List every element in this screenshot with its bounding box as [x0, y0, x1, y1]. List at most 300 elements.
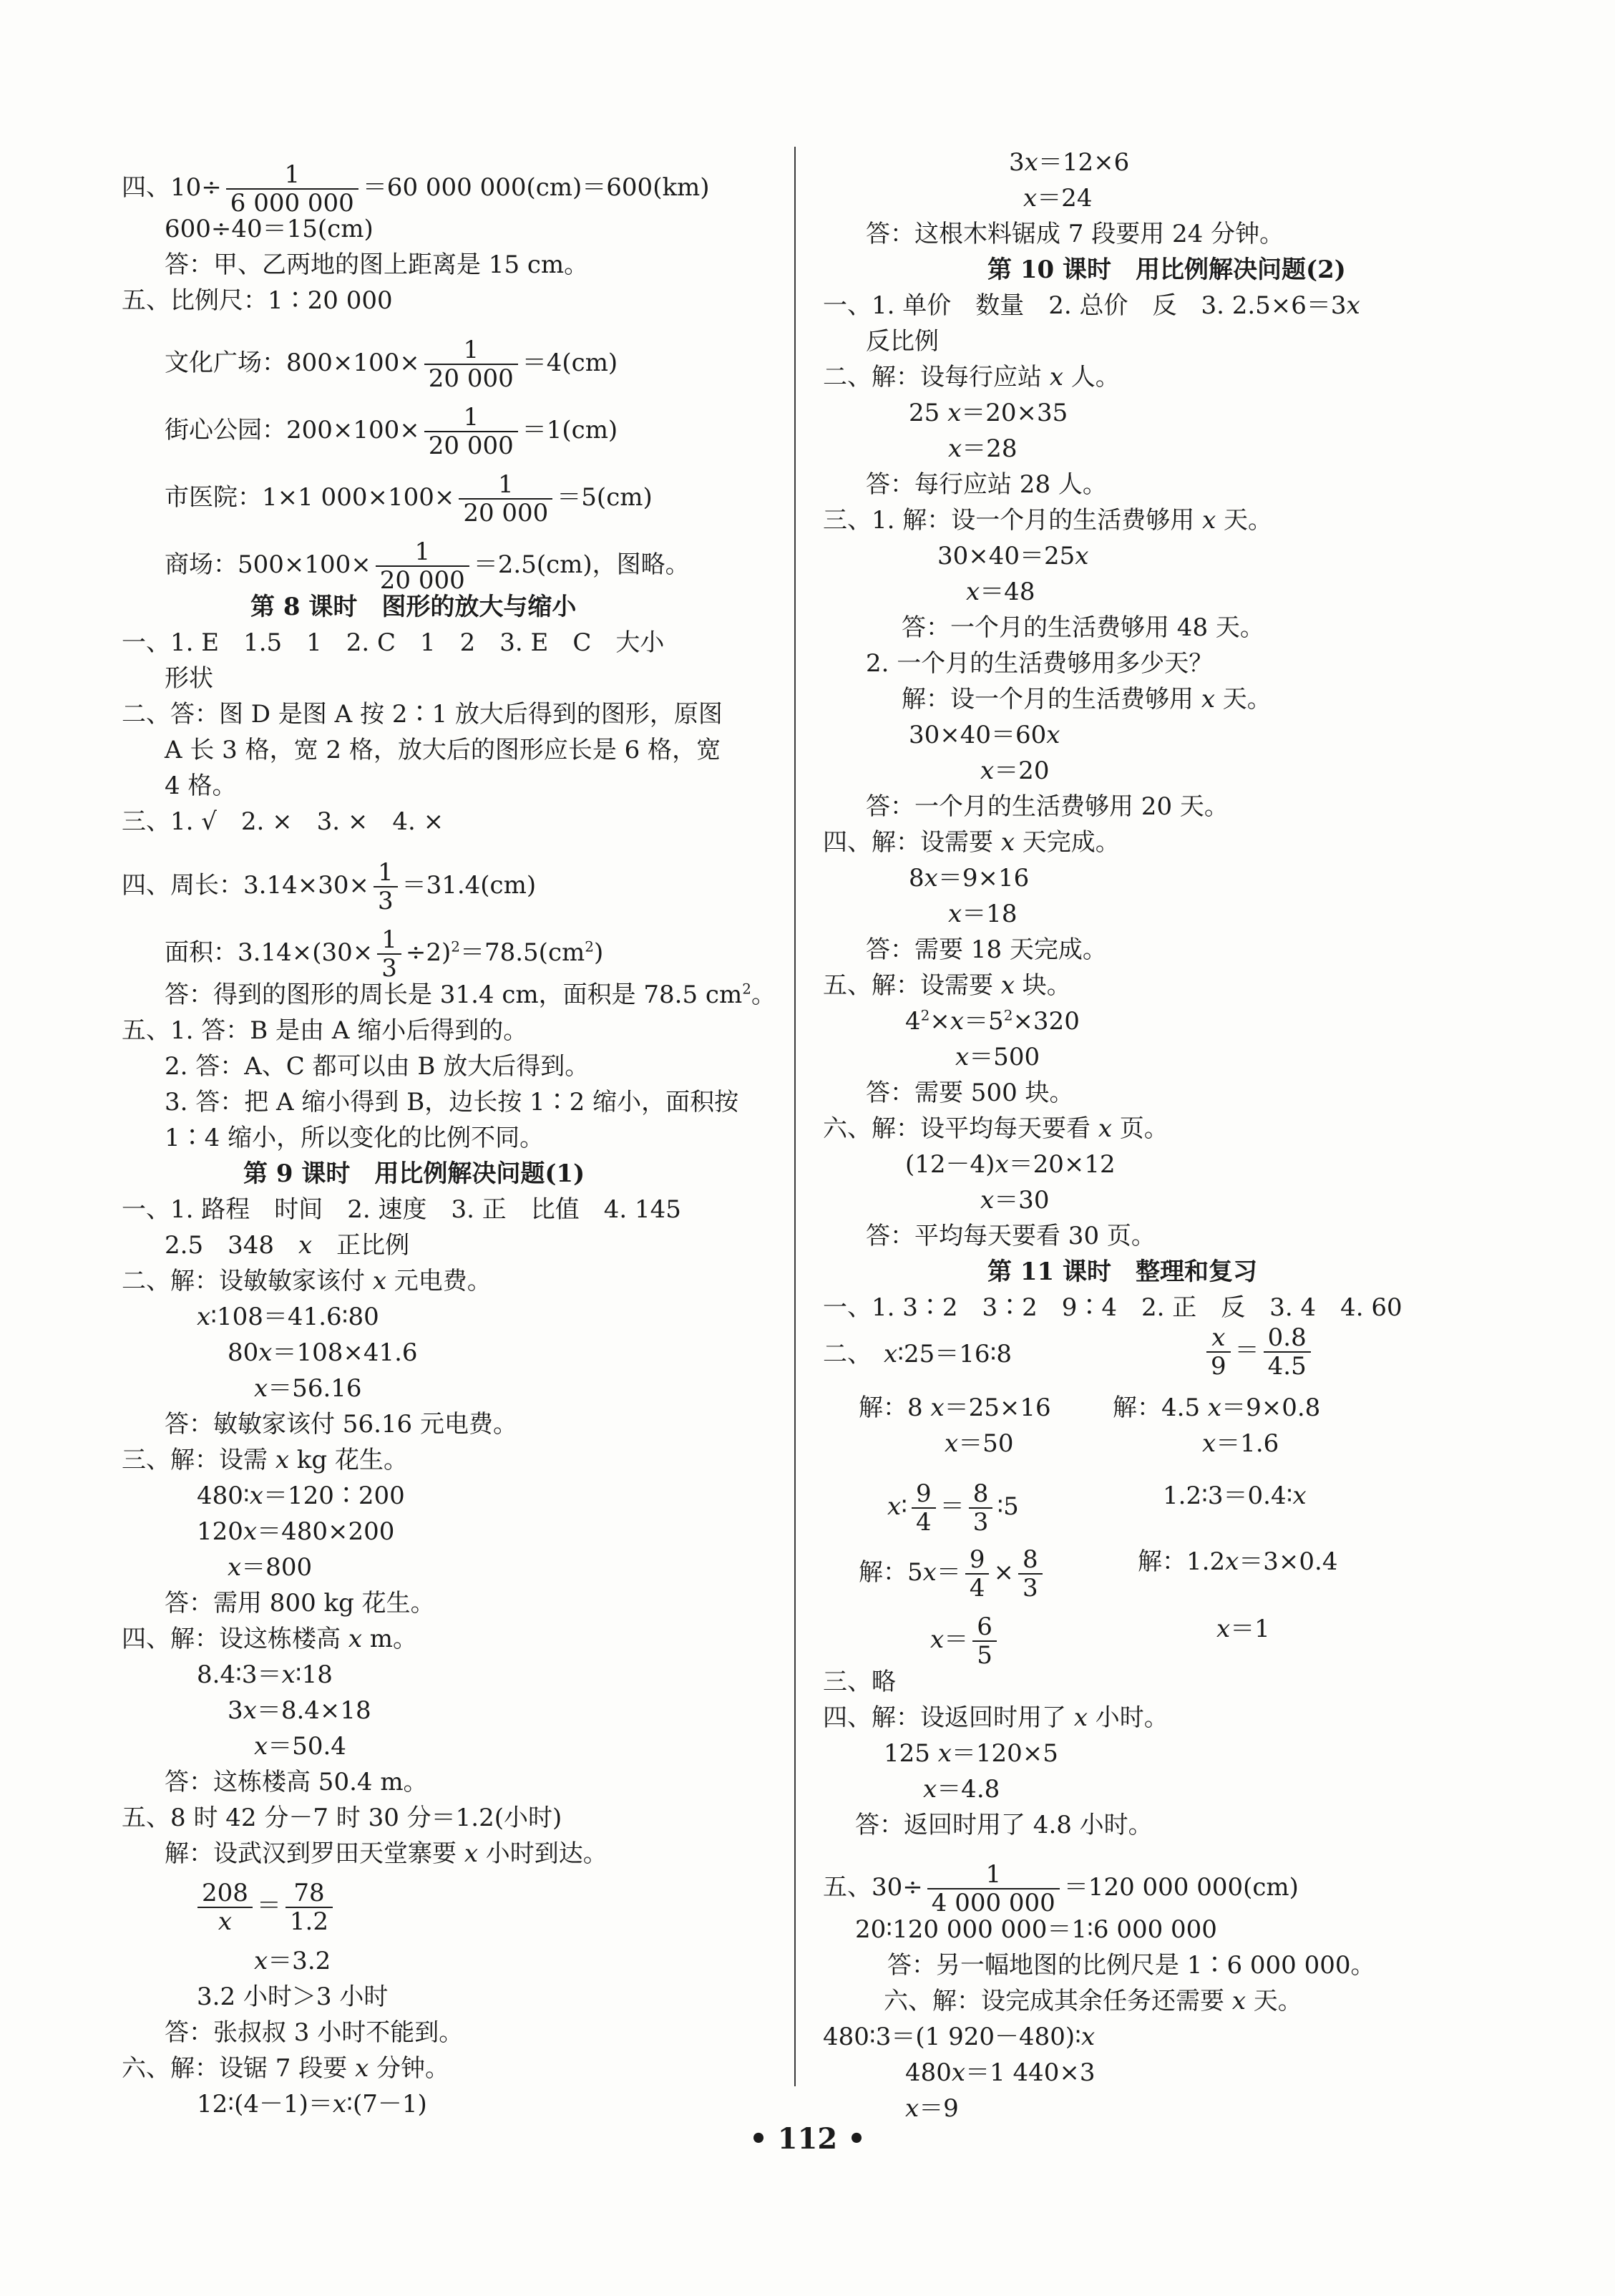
text-run: ＝	[256, 1892, 281, 1920]
text-run: ＝9×0.8	[1221, 1393, 1321, 1422]
variable: x	[254, 1374, 268, 1403]
superscript: 2	[451, 938, 460, 955]
answer-line	[1138, 1546, 1337, 1577]
section-heading	[250, 591, 576, 623]
variable: x	[1000, 971, 1015, 1000]
answer-line	[165, 404, 618, 459]
text-run: 125	[884, 1739, 938, 1768]
answer-line	[165, 1587, 435, 1619]
text-run: ＝8.4×18	[256, 1696, 371, 1725]
text-run: 天完成。	[1015, 828, 1120, 857]
answer-line	[228, 1337, 418, 1368]
variable: x	[464, 1839, 478, 1868]
text-run: ＝48	[980, 578, 1035, 606]
text-run: 第 9 课时 用比例解决问题(1)	[243, 1159, 585, 1188]
text-run: ＝78.5(cm	[459, 938, 585, 967]
answer-line	[823, 827, 1120, 858]
text-run: 五、30÷	[823, 1873, 923, 1902]
variable: x	[243, 1696, 257, 1725]
answer-line	[823, 1702, 1168, 1733]
numerator: 6	[977, 1612, 992, 1641]
text-run: ＝120∶200	[263, 1482, 405, 1510]
answer-line	[823, 505, 1272, 536]
answer-line	[165, 1838, 608, 1869]
text-run: 80	[228, 1338, 259, 1367]
answer-line	[122, 1623, 417, 1655]
variable: x	[937, 1739, 952, 1768]
text-run: 形状	[165, 664, 213, 693]
text-run: ∶	[901, 1492, 908, 1521]
page-number	[0, 2122, 1615, 2156]
variable: x	[372, 1267, 386, 1295]
fraction	[1018, 1546, 1043, 1602]
text-run: 市医院：1×1 000×100×	[165, 483, 455, 512]
fraction	[927, 1861, 1060, 1917]
denominator: 20 000	[376, 565, 469, 594]
answer-line	[122, 859, 536, 915]
variable: x	[945, 1429, 959, 1458]
variable: x	[243, 1517, 258, 1546]
answer-line	[165, 213, 374, 245]
text-run: ＝120×5	[951, 1739, 1058, 1768]
variable: x	[258, 1338, 273, 1367]
answer-line	[197, 1480, 405, 1512]
text-run: 30×40＝25	[937, 542, 1075, 570]
text-run: 块。	[1015, 971, 1071, 1000]
text-run: 四、解：设返回时用了	[823, 1703, 1074, 1732]
answer-line	[902, 612, 1264, 643]
variable: x	[1202, 1429, 1216, 1458]
answer-line	[254, 1373, 362, 1404]
text-run: 25	[909, 399, 948, 427]
text-run: 页。	[1112, 1114, 1168, 1143]
answer-line	[165, 734, 721, 766]
superscript: 2	[585, 938, 594, 955]
text-run: 二、	[823, 1340, 884, 1368]
denominator: 20 000	[424, 431, 518, 459]
fraction	[965, 1546, 990, 1602]
text-run: ＝120 000 000(cm)	[1063, 1873, 1299, 1902]
fraction	[459, 471, 552, 527]
fraction	[1206, 1324, 1231, 1380]
text-run: 2.5 348	[165, 1231, 298, 1260]
variable: x	[950, 1007, 965, 1036]
answer-line	[228, 1695, 371, 1726]
answer-line	[866, 469, 1107, 500]
answer-line	[1009, 147, 1129, 178]
answer-line	[966, 576, 1035, 608]
answer-line	[905, 2093, 959, 2124]
answer-line	[1202, 1428, 1279, 1459]
denominator: 3	[374, 886, 398, 915]
variable: x	[923, 1775, 937, 1804]
text-run: ＝108×41.6	[272, 1338, 418, 1367]
answer-line	[937, 540, 1088, 572]
text-run: 3	[1009, 148, 1025, 177]
answer-line	[165, 336, 618, 392]
answer-line	[887, 1950, 1375, 1981]
answer-line	[165, 770, 236, 802]
denominator: x	[197, 1907, 253, 1935]
variable: x	[930, 1393, 945, 1422]
variable: x	[1024, 148, 1038, 177]
denominator: 20 000	[459, 498, 552, 527]
fraction	[972, 1613, 997, 1669]
variable: x	[254, 1732, 268, 1761]
denominator: 9	[1206, 1351, 1231, 1380]
text-run: 3.2 小时＞3 小时	[197, 1983, 389, 2011]
answer-line	[254, 1945, 331, 1977]
text-run: 答：敏敏家该付 56.16 元电费。	[165, 1410, 517, 1439]
variable: x	[1075, 542, 1089, 570]
fraction	[374, 859, 398, 915]
answer-line	[887, 1480, 1019, 1536]
text-run: ＝28	[962, 434, 1018, 463]
numerator: 208	[202, 1879, 248, 1907]
text-run: ∶25＝16∶8	[897, 1340, 1013, 1368]
answer-line	[980, 1185, 1049, 1216]
variable: x	[332, 2090, 347, 2119]
text-run: ＝9	[919, 2094, 959, 2123]
fraction	[969, 1480, 993, 1536]
text-run: 2. 答：A、C 都可以由 B 放大后得到。	[165, 1052, 590, 1081]
bullet-right: •	[847, 2122, 866, 2156]
text-run: 答：甲、乙两地的图上距离是 15 cm。	[165, 250, 589, 279]
denominator: 20 000	[424, 364, 518, 392]
answer-line	[859, 1546, 1047, 1602]
section-heading	[987, 1256, 1257, 1288]
variable: x	[930, 1625, 945, 1654]
text-run: 分钟。	[369, 2054, 450, 2083]
numerator: 1	[284, 160, 301, 189]
text-run: 480	[905, 2058, 952, 2087]
variable: x	[1023, 184, 1038, 213]
variable: x	[951, 2058, 966, 2087]
answer-line	[122, 1444, 408, 1476]
text-run: ＝4(cm)	[522, 349, 618, 377]
text-run: kg 花生。	[289, 1446, 408, 1474]
superscript: 2	[1003, 1006, 1013, 1024]
text-run: 8	[909, 864, 924, 892]
variable: x	[966, 578, 980, 606]
denominator: 3	[377, 953, 401, 982]
text-run: )	[593, 938, 604, 967]
numerator: 0.8	[1267, 1323, 1307, 1352]
denominator: 4.5	[1264, 1351, 1311, 1380]
text-run: 四、10÷	[122, 173, 222, 202]
variable: x	[1346, 291, 1360, 320]
numerator: 9	[916, 1479, 932, 1508]
variable: x	[887, 1492, 902, 1521]
text-run: (12－4)	[905, 1150, 995, 1179]
fraction	[912, 1480, 936, 1536]
answer-line	[905, 1149, 1116, 1180]
variable: x	[1000, 828, 1015, 857]
text-run: 一、1. 路程 时间 2. 速度 3. 正 比值 4. 145	[122, 1195, 681, 1224]
answer-line	[165, 663, 213, 694]
fraction	[226, 161, 358, 217]
text-run: ∶(7－1)	[346, 2090, 427, 2119]
text-run: 答：另一幅地图的比例尺是 1∶6 000 000。	[887, 1951, 1375, 1980]
text-run: ＝20×35	[961, 399, 1068, 427]
variable: x	[281, 1660, 296, 1689]
answer-line	[165, 926, 603, 982]
text-run: 一、1. 3∶2 3∶2 9∶4 2. 正 反 3. 4 4. 60	[823, 1293, 1402, 1322]
answer-line	[866, 1077, 1074, 1109]
variable: x	[1080, 2023, 1096, 2051]
denominator: 4 000 000	[927, 1888, 1060, 1917]
text-run: ＝20×12	[1008, 1150, 1116, 1179]
fraction	[1264, 1324, 1311, 1380]
variable: x	[980, 1186, 995, 1215]
answer-line	[1163, 1480, 1307, 1512]
variable: x	[1216, 1615, 1231, 1643]
text-run: ＝3×0.4	[1239, 1547, 1338, 1576]
text-run: 人。	[1063, 363, 1120, 391]
answer-line	[855, 1914, 1217, 1945]
text-run: 商场：500×100×	[165, 550, 371, 579]
numerator: 78	[293, 1879, 325, 1907]
text-run: ∶108＝41.6∶80	[210, 1303, 379, 1331]
text-run: ＝50	[958, 1429, 1014, 1458]
variable: x	[275, 1446, 289, 1474]
variable: x	[1202, 506, 1216, 535]
answer-line	[165, 249, 588, 281]
text-run: 一、1. E 1.5 1 2. C 1 2 3. E C 大小	[122, 628, 665, 657]
text-run: 六、解：设锯 7 段要	[122, 2054, 356, 2083]
answer-line	[909, 397, 1068, 429]
answer-line	[866, 791, 1229, 822]
text-run: ＝56.16	[268, 1374, 362, 1403]
variable: x	[228, 1553, 242, 1582]
variable: x	[1207, 1393, 1222, 1422]
variable: x	[948, 900, 962, 928]
text-run: ×	[930, 1007, 950, 1036]
text-run: ＝18	[962, 900, 1018, 928]
answer-line	[823, 2021, 1095, 2053]
text-run: 反比例	[866, 327, 939, 356]
answer-line	[884, 1985, 1302, 2017]
text-run: 一、1. 单价 数量 2. 总价 反 3. 2.5×6＝3	[823, 291, 1347, 320]
fraction	[376, 538, 469, 594]
text-run: 答：这根木料锯成 7 段要用 24 分钟。	[866, 220, 1284, 248]
answer-line	[855, 1809, 1153, 1841]
fraction	[286, 1879, 333, 1935]
text-run: 120	[197, 1517, 243, 1546]
variable: x	[1292, 1482, 1307, 1510]
variable: x	[1073, 1703, 1088, 1732]
text-run: 20∶120 000 000＝1∶6 000 000	[855, 1915, 1217, 1944]
text-run: ＝12×6	[1038, 148, 1130, 177]
answer-line	[197, 2088, 427, 2120]
text-run: ＝31.4(cm)	[401, 871, 537, 900]
variable: x	[955, 1043, 970, 1071]
text-run: 480∶	[197, 1482, 250, 1510]
text-run: 六、解：设平均每天要看	[823, 1114, 1098, 1143]
answer-line	[1023, 183, 1092, 214]
variable: x	[995, 1150, 1009, 1179]
text-run: 元电费。	[386, 1267, 492, 1295]
text-run: 答：需用 800 kg 花生。	[165, 1589, 435, 1618]
answer-line	[165, 1230, 409, 1261]
answer-line	[197, 1516, 394, 1547]
answer-line	[165, 1051, 589, 1082]
text-run: 街心公园：200×100×	[165, 416, 420, 444]
text-run: ＝5	[964, 1007, 1004, 1036]
answer-line	[122, 699, 723, 730]
text-run: ＝3.2	[268, 1947, 331, 1975]
variable: x	[1225, 1547, 1239, 1576]
text-run: 四、解：设需要	[823, 828, 1001, 857]
fraction	[377, 926, 401, 982]
answer-line	[197, 1301, 379, 1333]
text-run: 1.2∶3＝0.4∶	[1163, 1482, 1293, 1510]
text-run: 第 8 课时 图形的放大与缩小	[250, 593, 577, 621]
text-run: 天。	[1246, 1987, 1302, 2015]
answer-line	[980, 755, 1049, 787]
text-run: 四、周长：3.14×30×	[122, 871, 369, 900]
variable: x	[1201, 685, 1215, 714]
text-run: ×320	[1013, 1007, 1080, 1036]
variable: x	[355, 2054, 369, 2083]
section-heading	[987, 254, 1346, 286]
text-run: 。	[751, 981, 776, 1009]
text-run: ＝480×200	[257, 1517, 395, 1546]
text-run: 480∶3＝(1 920－480)∶	[823, 2023, 1081, 2051]
text-run: ＝1(cm)	[522, 416, 618, 444]
numerator: 1	[497, 470, 514, 499]
answer-line	[930, 1613, 1001, 1669]
variable: x	[1049, 363, 1063, 391]
answer-line	[122, 161, 710, 217]
answer-line	[884, 1738, 1058, 1769]
answer-line	[923, 1774, 1000, 1805]
answer-line	[823, 1666, 896, 1698]
denominator: 5	[972, 1640, 997, 1669]
text-run: 8.4∶3＝	[197, 1660, 282, 1689]
text-run: 二、解：设每行应站	[823, 363, 1050, 391]
variable: x	[884, 1340, 898, 1368]
text-run: ∶5	[997, 1492, 1019, 1521]
fraction	[424, 404, 518, 459]
answer-line	[165, 979, 776, 1011]
text-run: ＝800	[241, 1553, 313, 1582]
text-run: 解：4.5	[1113, 1393, 1208, 1422]
numerator: 9	[969, 1545, 985, 1574]
text-run: ÷2)	[405, 938, 452, 967]
text-run: 30×40＝60	[909, 721, 1047, 749]
answer-line	[909, 719, 1060, 751]
denominator: 4	[965, 1573, 990, 1602]
variable: x	[348, 1625, 362, 1653]
answer-line	[165, 2017, 463, 2048]
answer-line	[823, 1861, 1299, 1917]
answer-line	[948, 433, 1017, 464]
text-run: ＝24	[1037, 184, 1093, 213]
text-run: A 长 3 格，宽 2 格，放大后的图形应长是 6 格，宽	[165, 736, 721, 764]
text-run: ＝25×16	[944, 1393, 1051, 1422]
variable: x	[1231, 1987, 1246, 2015]
answer-line	[193, 1879, 337, 1935]
text-run: 天。	[1215, 685, 1272, 714]
answer-line	[823, 1338, 1012, 1370]
numerator: 8	[1022, 1545, 1038, 1574]
text-run: 四、解：设这栋楼高	[122, 1625, 348, 1653]
denominator: 3	[969, 1507, 993, 1536]
answer-line	[122, 1015, 527, 1046]
text-run: 答：需要 18 天完成。	[866, 935, 1107, 964]
numerator: 1	[985, 1860, 1002, 1889]
numerator: 8	[972, 1479, 989, 1508]
answer-line	[197, 1981, 388, 2013]
text-run: 答：得到的图形的周长是 31.4 cm，面积是 78.5 cm	[165, 981, 743, 1009]
text-run: 答：平均每天要看 30 页。	[866, 1222, 1156, 1250]
answer-line	[1113, 1392, 1320, 1424]
answer-line	[948, 898, 1017, 930]
answer-line	[1216, 1613, 1270, 1645]
text-run: ＝500	[969, 1043, 1040, 1071]
answer-line	[122, 1802, 562, 1834]
denominator: 1.2	[286, 1907, 333, 1935]
text-run: 答：需要 500 块。	[866, 1079, 1074, 1107]
answer-line	[823, 361, 1120, 393]
text-run: 五、8 时 42 分－7 时 30 分＝1.2(小时)	[122, 1804, 562, 1832]
text-run: 600÷40＝15(cm)	[165, 215, 374, 243]
answer-line	[905, 2057, 1096, 2088]
text-run: ＝20	[994, 757, 1050, 785]
answer-line	[165, 1086, 738, 1118]
answer-line	[197, 1659, 333, 1691]
answer-line	[866, 326, 939, 357]
text-run: 解：8	[859, 1393, 931, 1422]
fraction	[197, 1879, 253, 1935]
answer-line	[823, 1113, 1168, 1144]
denominator: 6 000 000	[226, 188, 358, 217]
text-run: 三、1. √ 2. × 3. × 4. ×	[122, 807, 444, 836]
text-run: 五、解：设需要	[823, 971, 1001, 1000]
text-run: 天。	[1216, 506, 1273, 535]
text-run: 文化广场：800×100×	[165, 349, 420, 377]
text-run: ＝50.4	[268, 1732, 346, 1761]
answer-line	[165, 1766, 428, 1798]
variable: x	[298, 1231, 313, 1260]
text-run: 2. 一个月的生活费够用多少天？	[866, 649, 1214, 678]
text-run: 3	[228, 1696, 243, 1725]
text-run: ＝60 000 000(cm)＝600(km)	[362, 173, 710, 202]
numerator: 1	[463, 403, 479, 432]
answer-line	[165, 471, 653, 527]
text-run: 小时。	[1088, 1703, 1168, 1732]
column-divider	[794, 147, 796, 2086]
text-run: 面积：3.14×(30×	[165, 938, 374, 967]
variable: x	[924, 864, 938, 892]
text-run: 二、解：设敏敏家该付	[122, 1267, 373, 1295]
text-run: 答：一个月的生活费够用 20 天。	[866, 792, 1229, 821]
text-run: 解：设一个月的生活费够用	[902, 685, 1201, 714]
text-run: 解：设武汉到罗田天堂寨要	[165, 1839, 464, 1868]
text-run: 解：5	[859, 1558, 923, 1587]
answer-line	[866, 648, 1213, 679]
answer-line	[902, 684, 1272, 715]
answer-line	[1202, 1324, 1315, 1380]
answer-line	[909, 862, 1029, 894]
answer-line	[955, 1041, 1040, 1073]
numerator: 1	[377, 858, 394, 887]
variable: x	[947, 399, 962, 427]
answer-line	[122, 2053, 449, 2084]
text-run: 三、略	[823, 1668, 896, 1696]
answer-line	[122, 1194, 681, 1225]
